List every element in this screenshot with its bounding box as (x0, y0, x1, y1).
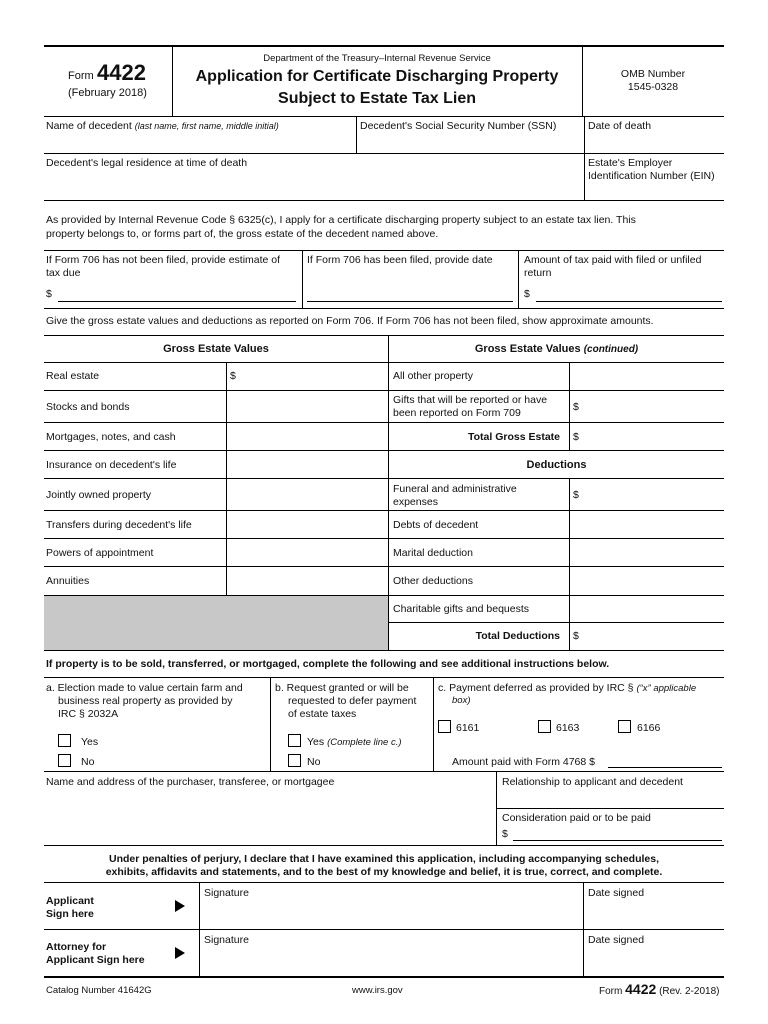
gross-estate-continued-header: Gross Estate Values (continued) (474, 343, 639, 355)
election-yes-checkbox[interactable] (58, 734, 71, 747)
election-no-label: No (81, 756, 95, 768)
other-deductions-value[interactable] (570, 567, 723, 595)
row-label-transfers: Transfers during decedent's life (46, 519, 192, 531)
election-yes-label: Yes (81, 736, 99, 748)
total-gross-estate-value[interactable] (570, 423, 723, 450)
dollar-sign: $ (573, 401, 579, 413)
form-number: 4422 (97, 60, 146, 85)
election-no-checkbox[interactable] (58, 754, 71, 767)
row-label-all-other: All other property (393, 370, 473, 382)
catalog-number: Catalog Number 41642G (46, 985, 152, 996)
purchaser-label: Name and address of the purchaser, transferee, or mortgagee (46, 776, 335, 788)
relationship-label: Relationship to applicant and decedent (502, 776, 683, 788)
filed-date-label: If Form 706 has been filed, provide date (307, 254, 493, 266)
jointly-owned-value[interactable] (227, 479, 387, 510)
deferral-yes-checkbox[interactable] (288, 734, 301, 747)
omb-number: 1545-0328 (627, 81, 679, 93)
attorney-signature-field[interactable] (200, 947, 582, 975)
consideration-field[interactable] (513, 840, 722, 841)
row-label-annuities: Annuities (46, 575, 90, 587)
residence-label: Decedent's legal residence at time of death (46, 157, 248, 169)
tax-paid-field[interactable] (536, 301, 722, 302)
form-label: Form (68, 70, 94, 82)
form-4768-amount-label: Amount paid with Form 4768 $ (452, 756, 595, 768)
deferral-label-line2: requested to defer payment (288, 695, 417, 707)
attorney-date-label: Date signed (588, 934, 645, 946)
estate-values-instruction: Give the gross estate values and deductions as reported on Form 706. If Form 706 has not been filed, show approximate amounts. (46, 315, 654, 327)
powers-value[interactable] (227, 539, 387, 566)
form-4768-amount-field[interactable] (608, 767, 722, 768)
dollar-sign: $ (502, 828, 508, 840)
row-label-debts: Debts of decedent (393, 519, 479, 531)
insurance-value[interactable] (227, 451, 387, 478)
dollar-sign: $ (573, 431, 579, 443)
row-label-gifts-line2: been reported on Form 709 (393, 407, 521, 419)
deferral-label-line3: of estate taxes (288, 708, 357, 720)
row-label-funeral-line2: expenses (393, 496, 438, 508)
applicant-signature-label: Signature (204, 887, 249, 899)
ssn-field[interactable] (357, 134, 583, 152)
arrow-right-icon (175, 900, 185, 912)
date-of-death-label: Date of death (588, 120, 652, 132)
attorney-label-line2: Applicant Sign here (46, 954, 145, 966)
irc-6163-label: 6163 (556, 722, 580, 734)
irc-6163-checkbox[interactable] (538, 720, 551, 733)
irc-6161-label: 6161 (456, 722, 480, 734)
marital-value[interactable] (570, 539, 723, 566)
row-label-insurance: Insurance on decedent's life (46, 459, 177, 471)
declaration-line2: exhibits, affidavits and statements, and to the best of my knowledge and belief, it is true, correct, and complete. (105, 866, 663, 878)
row-label-mortgages: Mortgages, notes, and cash (46, 431, 176, 443)
applicant-signature-field[interactable] (200, 900, 582, 928)
department-name: Department of the Treasury–Internal Revenue Service (263, 53, 491, 64)
dollar-sign: $ (573, 489, 579, 501)
row-label-charitable: Charitable gifts and bequests (393, 603, 530, 615)
gross-estate-header: Gross Estate Values (163, 343, 269, 355)
row-label-marital: Marital deduction (393, 547, 473, 559)
deductions-header: Deductions (526, 459, 587, 471)
charitable-value[interactable] (570, 596, 723, 622)
total-deductions-label: Total Deductions (475, 630, 560, 642)
form-title-line1: Application for Certificate Discharging Property (195, 68, 559, 85)
row-label-real-estate: Real estate (46, 370, 100, 382)
ein-label-line1: Estate's Employer (588, 157, 673, 169)
dollar-sign: $ (230, 370, 236, 382)
tax-paid-label-line2: return (524, 267, 552, 279)
attorney-label-line1: Attorney for (46, 941, 107, 953)
irc-6166-checkbox[interactable] (618, 720, 631, 733)
relationship-field[interactable] (497, 790, 723, 807)
election-label-line1: a. Election made to value certain farm and (46, 682, 243, 694)
consideration-label: Consideration paid or to be paid (502, 812, 651, 824)
real-estate-value[interactable] (227, 363, 387, 390)
dollar-sign: $ (573, 630, 579, 642)
form-date: (February 2018) (68, 87, 147, 99)
declaration-line1: Under penalties of perjury, I declare that I have examined this application, including accompanying schedules, (108, 853, 660, 865)
applicant-label-line2: Sign here (46, 908, 94, 920)
row-label-other-deductions: Other deductions (393, 575, 473, 587)
attorney-signature-label: Signature (204, 934, 249, 946)
ssn-label: Decedent's Social Security Number (SSN) (360, 120, 557, 132)
payment-deferred-label: c. Payment deferred as provided by IRC § (“x” applicable (438, 682, 697, 694)
footer-form-id: Form 4422 (Rev. 2-2018) (599, 981, 720, 997)
debts-value[interactable] (570, 511, 723, 538)
row-label-stocks: Stocks and bonds (46, 401, 130, 413)
sale-heading: If property is to be sold, transferred, or mortgaged, complete the following and see additional instructions below. (46, 658, 610, 670)
dollar-sign: $ (46, 288, 52, 300)
ein-field[interactable] (585, 184, 723, 199)
gifts-value[interactable] (570, 391, 723, 422)
deferral-no-checkbox[interactable] (288, 754, 301, 767)
tax-estimate-field[interactable] (58, 301, 296, 302)
row-label-jointly-owned: Jointly owned property (46, 489, 152, 501)
tax-paid-label-line1: Amount of tax paid with filed or unfiled (524, 254, 702, 266)
applicant-date-field[interactable] (584, 900, 723, 928)
irs-website: www.irs.gov (352, 985, 403, 996)
form-title-line2: Subject to Estate Tax Lien (278, 90, 476, 107)
irc-6166-label: 6166 (637, 722, 661, 734)
row-label-powers: Powers of appointment (46, 547, 154, 559)
total-deductions-value[interactable] (570, 623, 723, 650)
omb-label: OMB Number (620, 68, 686, 80)
deferral-yes-label: Yes (Complete line c.) (307, 736, 402, 748)
attorney-date-field[interactable] (584, 947, 723, 975)
filed-date-field[interactable] (307, 301, 513, 302)
decedent-name-label: Name of decedent (last name, first name, middle initial) (46, 120, 279, 132)
election-label-line2: business real property as provided by (58, 695, 233, 707)
row-label-funeral-line1: Funeral and administrative (393, 483, 517, 495)
deferral-no-label: No (307, 756, 321, 768)
intro-line2: property belongs to, or forms part of, the gross estate of the decedent named above. (46, 228, 439, 240)
applicant-date-label: Date signed (588, 887, 645, 899)
transfers-value[interactable] (227, 511, 387, 538)
tax-estimate-label-line2: tax due (46, 267, 81, 279)
row-label-gifts-line1: Gifts that will be reported or have (393, 394, 548, 406)
arrow-right-icon (175, 947, 185, 959)
payment-deferred-note: box) (452, 695, 471, 706)
irc-6161-checkbox[interactable] (438, 720, 451, 733)
residence-field[interactable] (45, 172, 583, 199)
dollar-sign: $ (524, 288, 530, 300)
mortgages-value[interactable] (227, 423, 387, 450)
all-other-value[interactable] (570, 363, 723, 390)
funeral-value[interactable] (570, 479, 723, 510)
tax-estimate-label-line1: If Form 706 has not been filed, provide estimate of (46, 254, 281, 266)
intro-line1: As provided by Internal Revenue Code § 6325(c), I apply for a certificate discharging property subject to an estate tax lien. This (46, 214, 636, 226)
annuities-value[interactable] (227, 567, 387, 595)
stocks-value[interactable] (227, 391, 387, 422)
election-label-line3: IRC § 2032A (58, 708, 119, 720)
decedent-name-field[interactable] (45, 134, 355, 152)
date-of-death-field[interactable] (585, 134, 723, 152)
purchaser-field[interactable] (45, 790, 495, 844)
shaded-cell (44, 596, 388, 650)
applicant-label-line1: Applicant (46, 895, 94, 907)
deferral-label-line1: b. Request granted or will be (275, 682, 409, 694)
total-gross-estate-label: Total Gross Estate (468, 431, 560, 443)
ein-label-line2: Identification Number (EIN) (588, 170, 715, 182)
